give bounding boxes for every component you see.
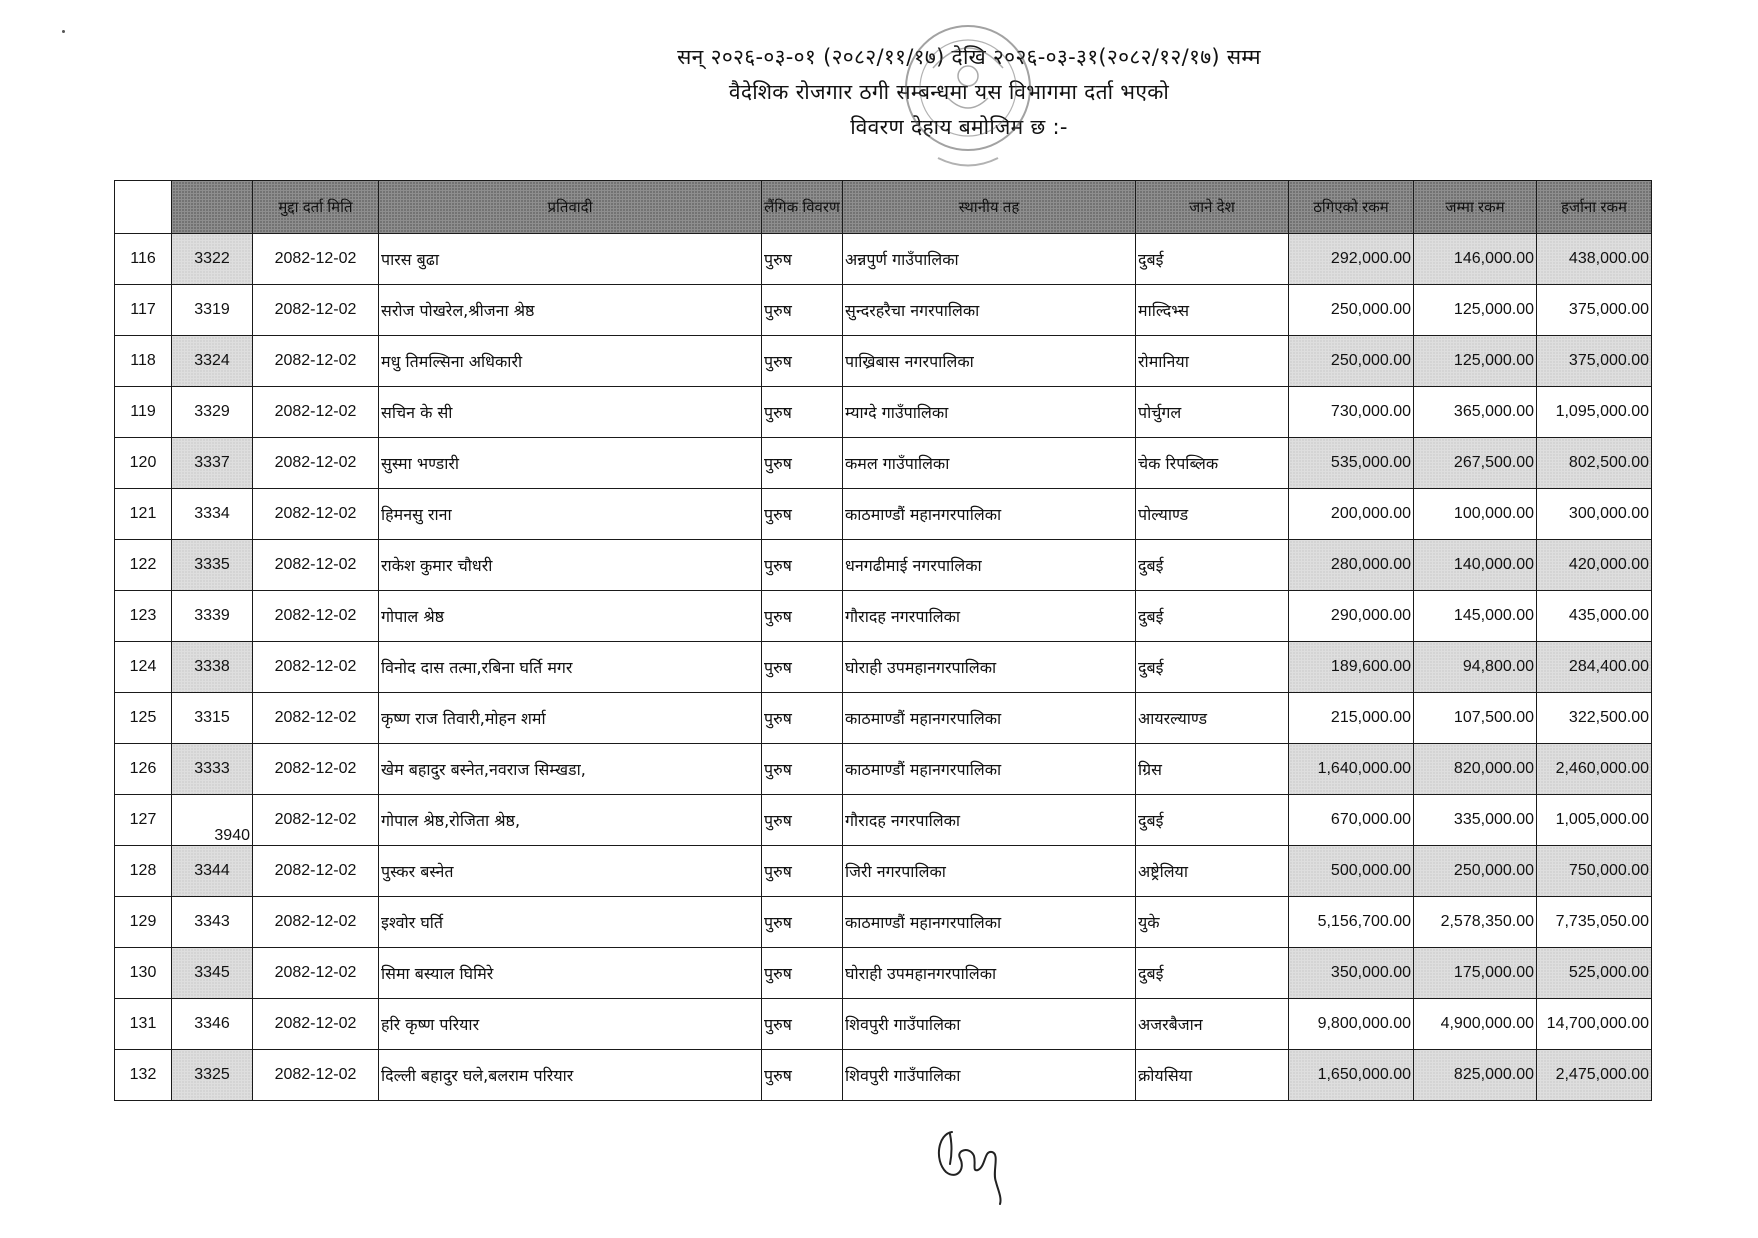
cell-country: दुबई: [1136, 795, 1289, 846]
cell-country: दुबई: [1136, 591, 1289, 642]
cell-local-level: सुन्दरहरैचा नगरपालिका: [843, 285, 1136, 336]
cell-defrauded: 500,000.00: [1289, 846, 1414, 897]
cell-defrauded: 189,600.00: [1289, 642, 1414, 693]
cell-gender: पुरुष: [762, 387, 843, 438]
cell-gender: पुरुष: [762, 489, 843, 540]
table-row: [115, 846, 1652, 897]
cell-case-no: 3337: [172, 438, 253, 489]
cell-deposit: 267,500.00: [1414, 438, 1537, 489]
cell-deposit: 335,000.00: [1414, 795, 1537, 846]
cell-gender: पुरुष: [762, 744, 843, 795]
cell-compensation: 2,460,000.00: [1537, 744, 1652, 795]
col-sn-header: [115, 181, 172, 234]
document-header: [0, 40, 1758, 145]
cell-gender: पुरुष: [762, 846, 843, 897]
cell-case-no: 3329: [172, 387, 253, 438]
cell-case-no: 3338: [172, 642, 253, 693]
cell-case-no: 3319: [172, 285, 253, 336]
cell-local-level: धनगढीमाई नगरपालिका: [843, 540, 1136, 591]
cell-deposit: 175,000.00: [1414, 948, 1537, 999]
cell-sn: 127: [115, 795, 172, 846]
col-defrauded-header: ठगिएको रकम: [1289, 181, 1414, 234]
cell-compensation: 802,500.00: [1537, 438, 1652, 489]
cell-country: क्रोयसिया: [1136, 1050, 1289, 1101]
cell-deposit: 365,000.00: [1414, 387, 1537, 438]
cell-date: 2082-12-02: [253, 999, 379, 1050]
cell-gender: पुरुष: [762, 1050, 843, 1101]
cell-local-level: अन्नपुर्ण गाउँपालिका: [843, 234, 1136, 285]
cell-gender: पुरुष: [762, 999, 843, 1050]
cell-sn: 120: [115, 438, 172, 489]
cell-case-no: 3315: [172, 693, 253, 744]
cell-country: ग्रिस: [1136, 744, 1289, 795]
cell-defrauded: 290,000.00: [1289, 591, 1414, 642]
cell-defrauded: 535,000.00: [1289, 438, 1414, 489]
cell-gender: पुरुष: [762, 438, 843, 489]
cell-gender: पुरुष: [762, 336, 843, 387]
cell-case-no: 3346: [172, 999, 253, 1050]
cell-deposit: 820,000.00: [1414, 744, 1537, 795]
table-row: [115, 795, 1652, 846]
table-row: [115, 540, 1652, 591]
cell-compensation: 284,400.00: [1537, 642, 1652, 693]
cell-local-level: गौरादह नगरपालिका: [843, 795, 1136, 846]
cell-date: 2082-12-02: [253, 795, 379, 846]
cell-sn: 131: [115, 999, 172, 1050]
cell-deposit: 250,000.00: [1414, 846, 1537, 897]
cell-defendant: खेम बहादुर बस्नेत,नवराज सिम्खडा,: [379, 744, 762, 795]
cell-deposit: 2,578,350.00: [1414, 897, 1537, 948]
cell-sn: 121: [115, 489, 172, 540]
cell-compensation: 375,000.00: [1537, 285, 1652, 336]
cell-local-level: काठमाण्डौं महानगरपालिका: [843, 693, 1136, 744]
cell-defrauded: 1,650,000.00: [1289, 1050, 1414, 1101]
cell-compensation: 525,000.00: [1537, 948, 1652, 999]
cell-defrauded: 215,000.00: [1289, 693, 1414, 744]
table-row: [115, 999, 1652, 1050]
cell-sn: 123: [115, 591, 172, 642]
cell-defrauded: 350,000.00: [1289, 948, 1414, 999]
cell-sn: 117: [115, 285, 172, 336]
cell-case-no: 3322: [172, 234, 253, 285]
header-subject: वैदेशिक रोजगार ठगी सम्बन्धमा यस विभागमा दर्ता भएको: [728, 80, 1170, 104]
fraud-cases-table: [114, 180, 1652, 1101]
cell-local-level: पाख्रिबास नगरपालिका: [843, 336, 1136, 387]
cell-date: 2082-12-02: [253, 387, 379, 438]
cell-compensation: 1,095,000.00: [1537, 387, 1652, 438]
cell-country: चेक रिपब्लिक: [1136, 438, 1289, 489]
cell-country: पोर्चुगल: [1136, 387, 1289, 438]
cell-local-level: गौरादह नगरपालिका: [843, 591, 1136, 642]
table-header-row: [115, 181, 1652, 234]
header-date-range: सन् २०२६-०३-०१ (२०८२/११/१७) देखि २०२६-०३-३१(२०८२/१२/१७) सम्म: [677, 45, 1261, 69]
cell-deposit: 100,000.00: [1414, 489, 1537, 540]
cell-case-no: 3333: [172, 744, 253, 795]
cell-defendant: हिमनसु राना: [379, 489, 762, 540]
cell-defendant: सचिन के सी: [379, 387, 762, 438]
cell-gender: पुरुष: [762, 795, 843, 846]
cell-gender: पुरुष: [762, 693, 843, 744]
cell-date: 2082-12-02: [253, 336, 379, 387]
cell-compensation: 375,000.00: [1537, 336, 1652, 387]
table-row: [115, 693, 1652, 744]
col-gender-label: लैंगिक विवरण: [764, 198, 840, 216]
cell-defrauded: 280,000.00: [1289, 540, 1414, 591]
cell-defendant: मधु तिमल्सिना अधिकारी: [379, 336, 762, 387]
table-row: [115, 642, 1652, 693]
cell-defendant: राकेश कुमार चौधरी: [379, 540, 762, 591]
cell-deposit: 125,000.00: [1414, 285, 1537, 336]
cell-date: 2082-12-02: [253, 897, 379, 948]
cell-defrauded: 292,000.00: [1289, 234, 1414, 285]
cell-country: युके: [1136, 897, 1289, 948]
cell-country: दुबई: [1136, 540, 1289, 591]
col-case-header: [172, 181, 253, 234]
cell-deposit: 94,800.00: [1414, 642, 1537, 693]
cell-compensation: 420,000.00: [1537, 540, 1652, 591]
cell-defendant: पारस बुढा: [379, 234, 762, 285]
cell-date: 2082-12-02: [253, 591, 379, 642]
cell-local-level: काठमाण्डौं महानगरपालिका: [843, 489, 1136, 540]
table-row: [115, 285, 1652, 336]
cell-local-level: काठमाण्डौं महानगरपालिका: [843, 744, 1136, 795]
cell-local-level: जिरी नगरपालिका: [843, 846, 1136, 897]
cell-sn: 124: [115, 642, 172, 693]
cell-case-no: 3324: [172, 336, 253, 387]
cell-defendant: हरि कृष्ण परियार: [379, 999, 762, 1050]
cell-sn: 128: [115, 846, 172, 897]
table-row: [115, 489, 1652, 540]
cell-date: 2082-12-02: [253, 846, 379, 897]
cell-defrauded: 670,000.00: [1289, 795, 1414, 846]
cell-defrauded: 9,800,000.00: [1289, 999, 1414, 1050]
table-row: [115, 336, 1652, 387]
table-row: [115, 438, 1652, 489]
table-row: [115, 387, 1652, 438]
cell-country: रोमानिया: [1136, 336, 1289, 387]
cell-country: दुबई: [1136, 234, 1289, 285]
cell-date: 2082-12-02: [253, 1050, 379, 1101]
table-row: [115, 897, 1652, 948]
cell-compensation: 14,700,000.00: [1537, 999, 1652, 1050]
cell-defendant: गोपाल श्रेष्ठ,रोजिता श्रेष्ठ,: [379, 795, 762, 846]
col-compensation-header: हर्जाना रकम: [1537, 181, 1652, 234]
cell-compensation: 1,005,000.00: [1537, 795, 1652, 846]
cell-sn: 126: [115, 744, 172, 795]
cell-date: 2082-12-02: [253, 285, 379, 336]
cell-gender: पुरुष: [762, 234, 843, 285]
cell-sn: 129: [115, 897, 172, 948]
cell-sn: 119: [115, 387, 172, 438]
cell-deposit: 140,000.00: [1414, 540, 1537, 591]
cell-case-no: 3344: [172, 846, 253, 897]
cell-compensation: 300,000.00: [1537, 489, 1652, 540]
col-gender-header: [762, 181, 843, 234]
cell-country: दुबई: [1136, 642, 1289, 693]
cell-defrauded: 730,000.00: [1289, 387, 1414, 438]
cell-defendant: सिमा बस्याल घिमिरे: [379, 948, 762, 999]
cell-date: 2082-12-02: [253, 489, 379, 540]
cell-date: 2082-12-02: [253, 234, 379, 285]
cell-local-level: घोराही उपमहानगरपालिका: [843, 642, 1136, 693]
cell-country: माल्दिभ्स: [1136, 285, 1289, 336]
cell-date: 2082-12-02: [253, 642, 379, 693]
cell-gender: पुरुष: [762, 591, 843, 642]
table-row: [115, 1050, 1652, 1101]
cell-sn: 132: [115, 1050, 172, 1101]
cell-gender: पुरुष: [762, 897, 843, 948]
cell-defendant: विनोद दास तत्मा,रबिना घर्ति मगर: [379, 642, 762, 693]
cell-sn: 122: [115, 540, 172, 591]
cell-defrauded: 5,156,700.00: [1289, 897, 1414, 948]
table-row: [115, 234, 1652, 285]
cell-defendant: गोपाल श्रेष्ठ: [379, 591, 762, 642]
table-row: [115, 744, 1652, 795]
cell-sn: 116: [115, 234, 172, 285]
cell-defendant: दिल्ली बहादुर घले,बलराम परियार: [379, 1050, 762, 1101]
cell-case-no: 3940: [172, 795, 253, 846]
cell-deposit: 146,000.00: [1414, 234, 1537, 285]
cell-case-no: 3345: [172, 948, 253, 999]
cell-date: 2082-12-02: [253, 693, 379, 744]
cell-defendant: कृष्ण राज तिवारी,मोहन शर्मा: [379, 693, 762, 744]
cell-case-no: 3325: [172, 1050, 253, 1101]
cell-case-no: 3334: [172, 489, 253, 540]
cell-date: 2082-12-02: [253, 948, 379, 999]
cell-compensation: 750,000.00: [1537, 846, 1652, 897]
cell-date: 2082-12-02: [253, 744, 379, 795]
cell-deposit: 4,900,000.00: [1414, 999, 1537, 1050]
cell-date: 2082-12-02: [253, 540, 379, 591]
cell-defrauded: 250,000.00: [1289, 285, 1414, 336]
cell-deposit: 145,000.00: [1414, 591, 1537, 642]
table-row: [115, 948, 1652, 999]
header-intro: विवरण देहाय बमोजिम छ :-: [850, 115, 1068, 139]
cell-deposit: 825,000.00: [1414, 1050, 1537, 1101]
cell-defendant: सुस्मा भण्डारी: [379, 438, 762, 489]
cell-country: दुबई: [1136, 948, 1289, 999]
cell-defendant: इश्वोर घर्ति: [379, 897, 762, 948]
cell-defrauded: 1,640,000.00: [1289, 744, 1414, 795]
col-local-level-header: स्थानीय तह: [843, 181, 1136, 234]
cell-compensation: 7,735,050.00: [1537, 897, 1652, 948]
cell-sn: 118: [115, 336, 172, 387]
cell-country: अष्ट्रेलिया: [1136, 846, 1289, 897]
cell-local-level: घोराही उपमहानगरपालिका: [843, 948, 1136, 999]
col-defendant-header: प्रतिवादी: [379, 181, 762, 234]
cell-gender: पुरुष: [762, 948, 843, 999]
cell-case-no: 3335: [172, 540, 253, 591]
cell-case-no: 3343: [172, 897, 253, 948]
cell-defendant: पुस्कर बस्नेत: [379, 846, 762, 897]
cell-local-level: शिवपुरी गाउँपालिका: [843, 999, 1136, 1050]
cell-deposit: 107,500.00: [1414, 693, 1537, 744]
cell-local-level: शिवपुरी गाउँपालिका: [843, 1050, 1136, 1101]
cell-gender: पुरुष: [762, 540, 843, 591]
cell-local-level: काठमाण्डौं महानगरपालिका: [843, 897, 1136, 948]
cell-country: आयरल्याण्ड: [1136, 693, 1289, 744]
cell-deposit: 125,000.00: [1414, 336, 1537, 387]
col-deposit-header: जम्मा रकम: [1414, 181, 1537, 234]
cell-country: पोल्याण्ड: [1136, 489, 1289, 540]
scan-speck: [62, 30, 65, 33]
cell-compensation: 438,000.00: [1537, 234, 1652, 285]
cell-gender: पुरुष: [762, 642, 843, 693]
cell-sn: 130: [115, 948, 172, 999]
col-country-header: जाने देश: [1136, 181, 1289, 234]
cell-compensation: 2,475,000.00: [1537, 1050, 1652, 1101]
cell-compensation: 435,000.00: [1537, 591, 1652, 642]
cell-defendant: सरोज पोखरेल,श्रीजना श्रेष्ठ: [379, 285, 762, 336]
cell-defrauded: 200,000.00: [1289, 489, 1414, 540]
cell-local-level: कमल गाउँपालिका: [843, 438, 1136, 489]
cell-compensation: 322,500.00: [1537, 693, 1652, 744]
cell-gender: पुरुष: [762, 285, 843, 336]
table-row: [115, 591, 1652, 642]
cell-case-no: 3339: [172, 591, 253, 642]
cell-defrauded: 250,000.00: [1289, 336, 1414, 387]
col-date-header: मुद्दा दर्ता मिति: [253, 181, 379, 234]
cell-country: अजरबैजान: [1136, 999, 1289, 1050]
cell-local-level: म्याग्दे गाउँपालिका: [843, 387, 1136, 438]
cell-date: 2082-12-02: [253, 438, 379, 489]
handwritten-signature-icon: [930, 1120, 1020, 1210]
cell-sn: 125: [115, 693, 172, 744]
